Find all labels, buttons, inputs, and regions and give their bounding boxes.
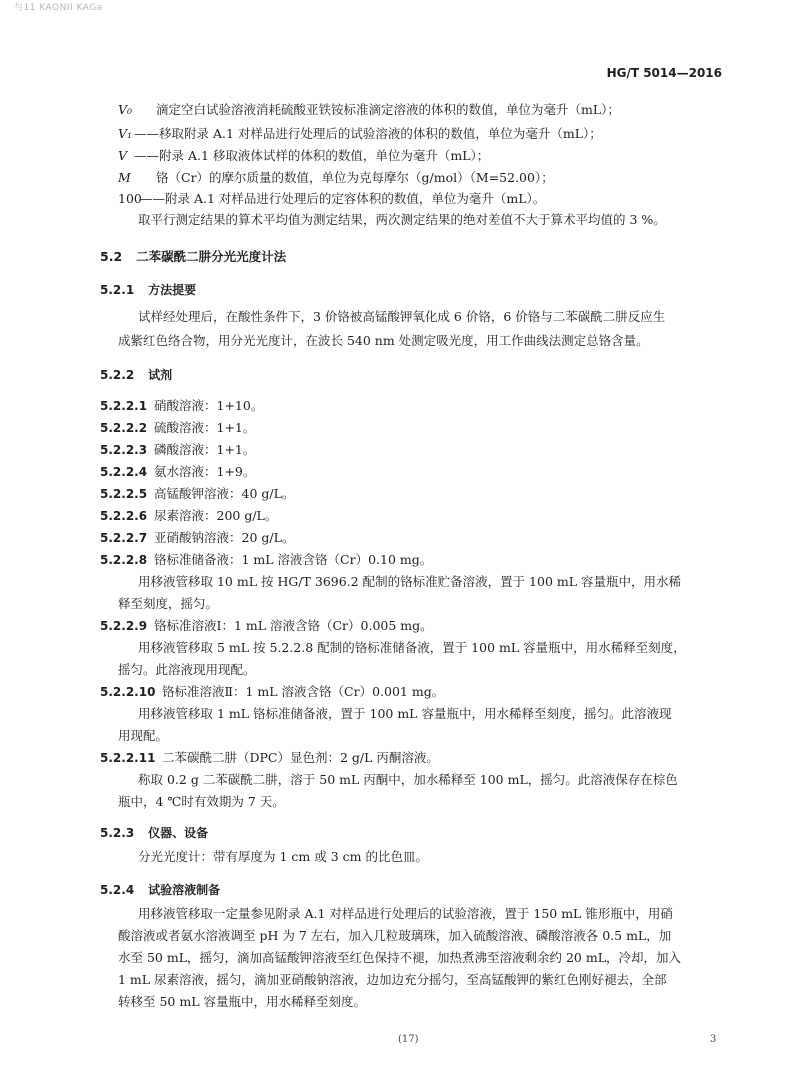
page-number: 3 bbox=[710, 1034, 717, 1045]
reagent-procedure-line: 用移液管移取 1 mL 铬标准储备液，置于 100 mL 容量瓶中，用水稀释至刻度，摇匀。此溶液现 bbox=[138, 706, 672, 721]
subsection-title: 试验溶液制备 bbox=[148, 883, 221, 897]
subsection-title: 方法提要 bbox=[148, 283, 197, 297]
subsection-heading bbox=[100, 824, 208, 841]
subsection-heading bbox=[100, 881, 220, 898]
subsection-title: 试剂 bbox=[148, 368, 173, 382]
reagent-procedure-line: 用现配。 bbox=[118, 728, 169, 743]
reagent-text: 硫酸溶液：1+1。 bbox=[154, 420, 256, 435]
preparation-line: 用移液管移取一定量参见附录 A.1 对样品进行处理后的试验溶液，置于 150 mL 锥形瓶中，用硝 bbox=[138, 906, 673, 921]
reagent-number: 5.2.2.2 bbox=[100, 421, 148, 435]
section-number: 5.2 bbox=[100, 249, 123, 264]
definition-symbol: M bbox=[118, 170, 131, 185]
reagent-number: 5.2.2.6 bbox=[100, 509, 148, 523]
reagent-procedure-line: 释至刻度，摇匀。 bbox=[118, 596, 219, 611]
definition-v0 bbox=[118, 102, 620, 118]
reagent-procedure-line: 摇匀。此溶液现用现配。 bbox=[118, 662, 256, 677]
reagent-item bbox=[100, 618, 433, 634]
subsection-number: 5.2.3 bbox=[100, 826, 135, 840]
reagent-item bbox=[100, 508, 277, 524]
reagent-item bbox=[100, 684, 444, 700]
method-summary-line: 成紫红色络合物，用分光光度计，在波长 540 nm 处测定吸光度，用工作曲线法测定总铬含量。 bbox=[118, 333, 649, 348]
definition-v bbox=[118, 148, 489, 164]
definition-v1 bbox=[118, 126, 602, 142]
subsection-title: 仪器、设备 bbox=[148, 826, 209, 840]
preparation-line: 酸溶液或者氨水溶液调至 pH 为 7 左右，加入几粒玻璃珠，加入硫酸溶液、磷酸溶液各 0.5 mL，加 bbox=[118, 928, 672, 943]
reagent-text: 磷酸溶液：1+1。 bbox=[154, 442, 256, 457]
reagent-item bbox=[100, 552, 432, 568]
definition-text: 滴定空白试验溶液消耗硫酸亚铁铵标准滴定溶液的体积的数值，单位为毫升（mL）； bbox=[156, 102, 620, 117]
definition-text: ——附录 A.1 移取液体试样的体积的数值，单位为毫升（mL）； bbox=[134, 148, 490, 163]
reagent-number: 5.2.2.1 bbox=[100, 399, 148, 413]
corner-watermark-text: 与11 KAONII KAGa bbox=[14, 3, 103, 13]
reagent-item bbox=[100, 750, 439, 766]
reagent-text: 亚硝酸钠溶液：20 g/L。 bbox=[154, 530, 295, 545]
subsection-number: 5.2.4 bbox=[100, 883, 135, 897]
definition-symbol: V₁ bbox=[118, 126, 133, 141]
result-note: 取平行测定结果的算术平均值为测定结果，两次测定结果的绝对差值不大于算术平均值的 3 %。 bbox=[138, 212, 666, 227]
definition-text: ——附录 A.1 对样品进行处理后的定容体积的数值，单位为毫升（mL）。 bbox=[140, 191, 546, 206]
preparation-line: 转移至 50 mL 容量瓶中，用水稀释至刻度。 bbox=[118, 994, 366, 1009]
definition-symbol: 100 bbox=[118, 191, 142, 206]
reagent-text: 铬标准溶液Ⅱ：1 mL 溶液含铬（Cr）0.001 mg。 bbox=[162, 684, 445, 699]
reagent-text: 铬标准溶液Ⅰ：1 mL 溶液含铬（Cr）0.005 mg。 bbox=[154, 618, 433, 633]
subsection-number: 5.2.1 bbox=[100, 283, 135, 297]
reagent-text: 硝酸溶液：1+10。 bbox=[154, 398, 264, 413]
definition-symbol: V bbox=[118, 148, 128, 163]
reagent-procedure-line: 用移液管移取 5 mL 按 5.2.2.8 配制的铬标准储备液，置于 100 mL 容量瓶中，用水稀释至刻度， bbox=[138, 640, 686, 655]
reagent-text: 高锰酸钾溶液：40 g/L。 bbox=[154, 486, 295, 501]
preparation-line: 水至 50 mL，摇匀，滴加高锰酸钾溶液至红色保持不褪，加热煮沸至溶液剩余约 20 mL，冷却，加入 bbox=[118, 950, 682, 965]
subsection-heading bbox=[100, 281, 196, 298]
reagent-item bbox=[100, 486, 294, 502]
reagent-number: 5.2.2.8 bbox=[100, 553, 148, 567]
definition-100 bbox=[118, 191, 545, 207]
reagent-item bbox=[100, 530, 294, 546]
reagent-text: 尿素溶液：200 g/L。 bbox=[154, 508, 278, 523]
reagent-item bbox=[100, 464, 255, 480]
section-heading bbox=[100, 247, 286, 265]
reagent-item bbox=[100, 442, 255, 458]
standard-code: HG/T 5014—2016 bbox=[606, 66, 722, 80]
equipment-text: 分光光度计：带有厚度为 1 cm 或 3 cm 的比色皿。 bbox=[138, 849, 428, 864]
preparation-line: 1 mL 尿素溶液，摇匀，滴加亚硝酸钠溶液，边加边充分摇匀，至高锰酸钾的紫红色刚好褪去，全部 bbox=[118, 972, 667, 987]
definition-m bbox=[118, 170, 554, 186]
definition-text: ——移取附录 A.1 对样品进行处理后的试验溶液的体积的数值，单位为毫升（mL）； bbox=[134, 126, 602, 141]
subsection-number: 5.2.2 bbox=[100, 368, 135, 382]
definition-text: 铬（Cr）的摩尔质量的数值，单位为克每摩尔（g/mol）（M=52.00）； bbox=[156, 170, 554, 185]
reagent-text: 二苯碳酰二肼（DPC）显色剂：2 g/L 丙酮溶液。 bbox=[162, 750, 439, 765]
footer-sequence: (17) bbox=[398, 1034, 419, 1045]
reagent-number: 5.2.2.3 bbox=[100, 443, 148, 457]
reagent-number: 5.2.2.10 bbox=[100, 685, 156, 699]
reagent-procedure-line: 瓶中，4 ℃时有效期为 7 天。 bbox=[118, 794, 285, 809]
section-title: 二苯碳酰二肼分光光度计法 bbox=[136, 249, 287, 264]
reagent-item bbox=[100, 420, 255, 436]
reagent-number: 5.2.2.4 bbox=[100, 465, 148, 479]
method-summary-line: 试样经处理后，在酸性条件下，3 价铬被高锰酸钾氧化成 6 价铬，6 价铬与二苯碳酰二肼反应生 bbox=[138, 309, 666, 324]
reagent-procedure-line: 用移液管移取 10 mL 按 HG/T 3696.2 配制的铬标准贮备溶液，置于 100 mL 容量瓶中，用水稀 bbox=[138, 574, 682, 589]
reagent-number: 5.2.2.11 bbox=[100, 751, 156, 765]
definition-symbol: V₀ bbox=[118, 102, 133, 117]
reagent-text: 氨水溶液：1+9。 bbox=[154, 464, 256, 479]
reagent-procedure-line: 称取 0.2 g 二苯碳酰二肼，溶于 50 mL 丙酮中，加水稀释至 100 mL，摇匀。此溶液保存在棕色 bbox=[138, 772, 678, 787]
reagent-text: 铬标准储备液：1 mL 溶液含铬（Cr）0.10 mg。 bbox=[154, 552, 433, 567]
reagent-number: 5.2.2.9 bbox=[100, 619, 148, 633]
subsection-heading bbox=[100, 366, 172, 383]
reagent-item bbox=[100, 398, 263, 414]
reagent-number: 5.2.2.5 bbox=[100, 487, 148, 501]
reagent-number: 5.2.2.7 bbox=[100, 531, 148, 545]
